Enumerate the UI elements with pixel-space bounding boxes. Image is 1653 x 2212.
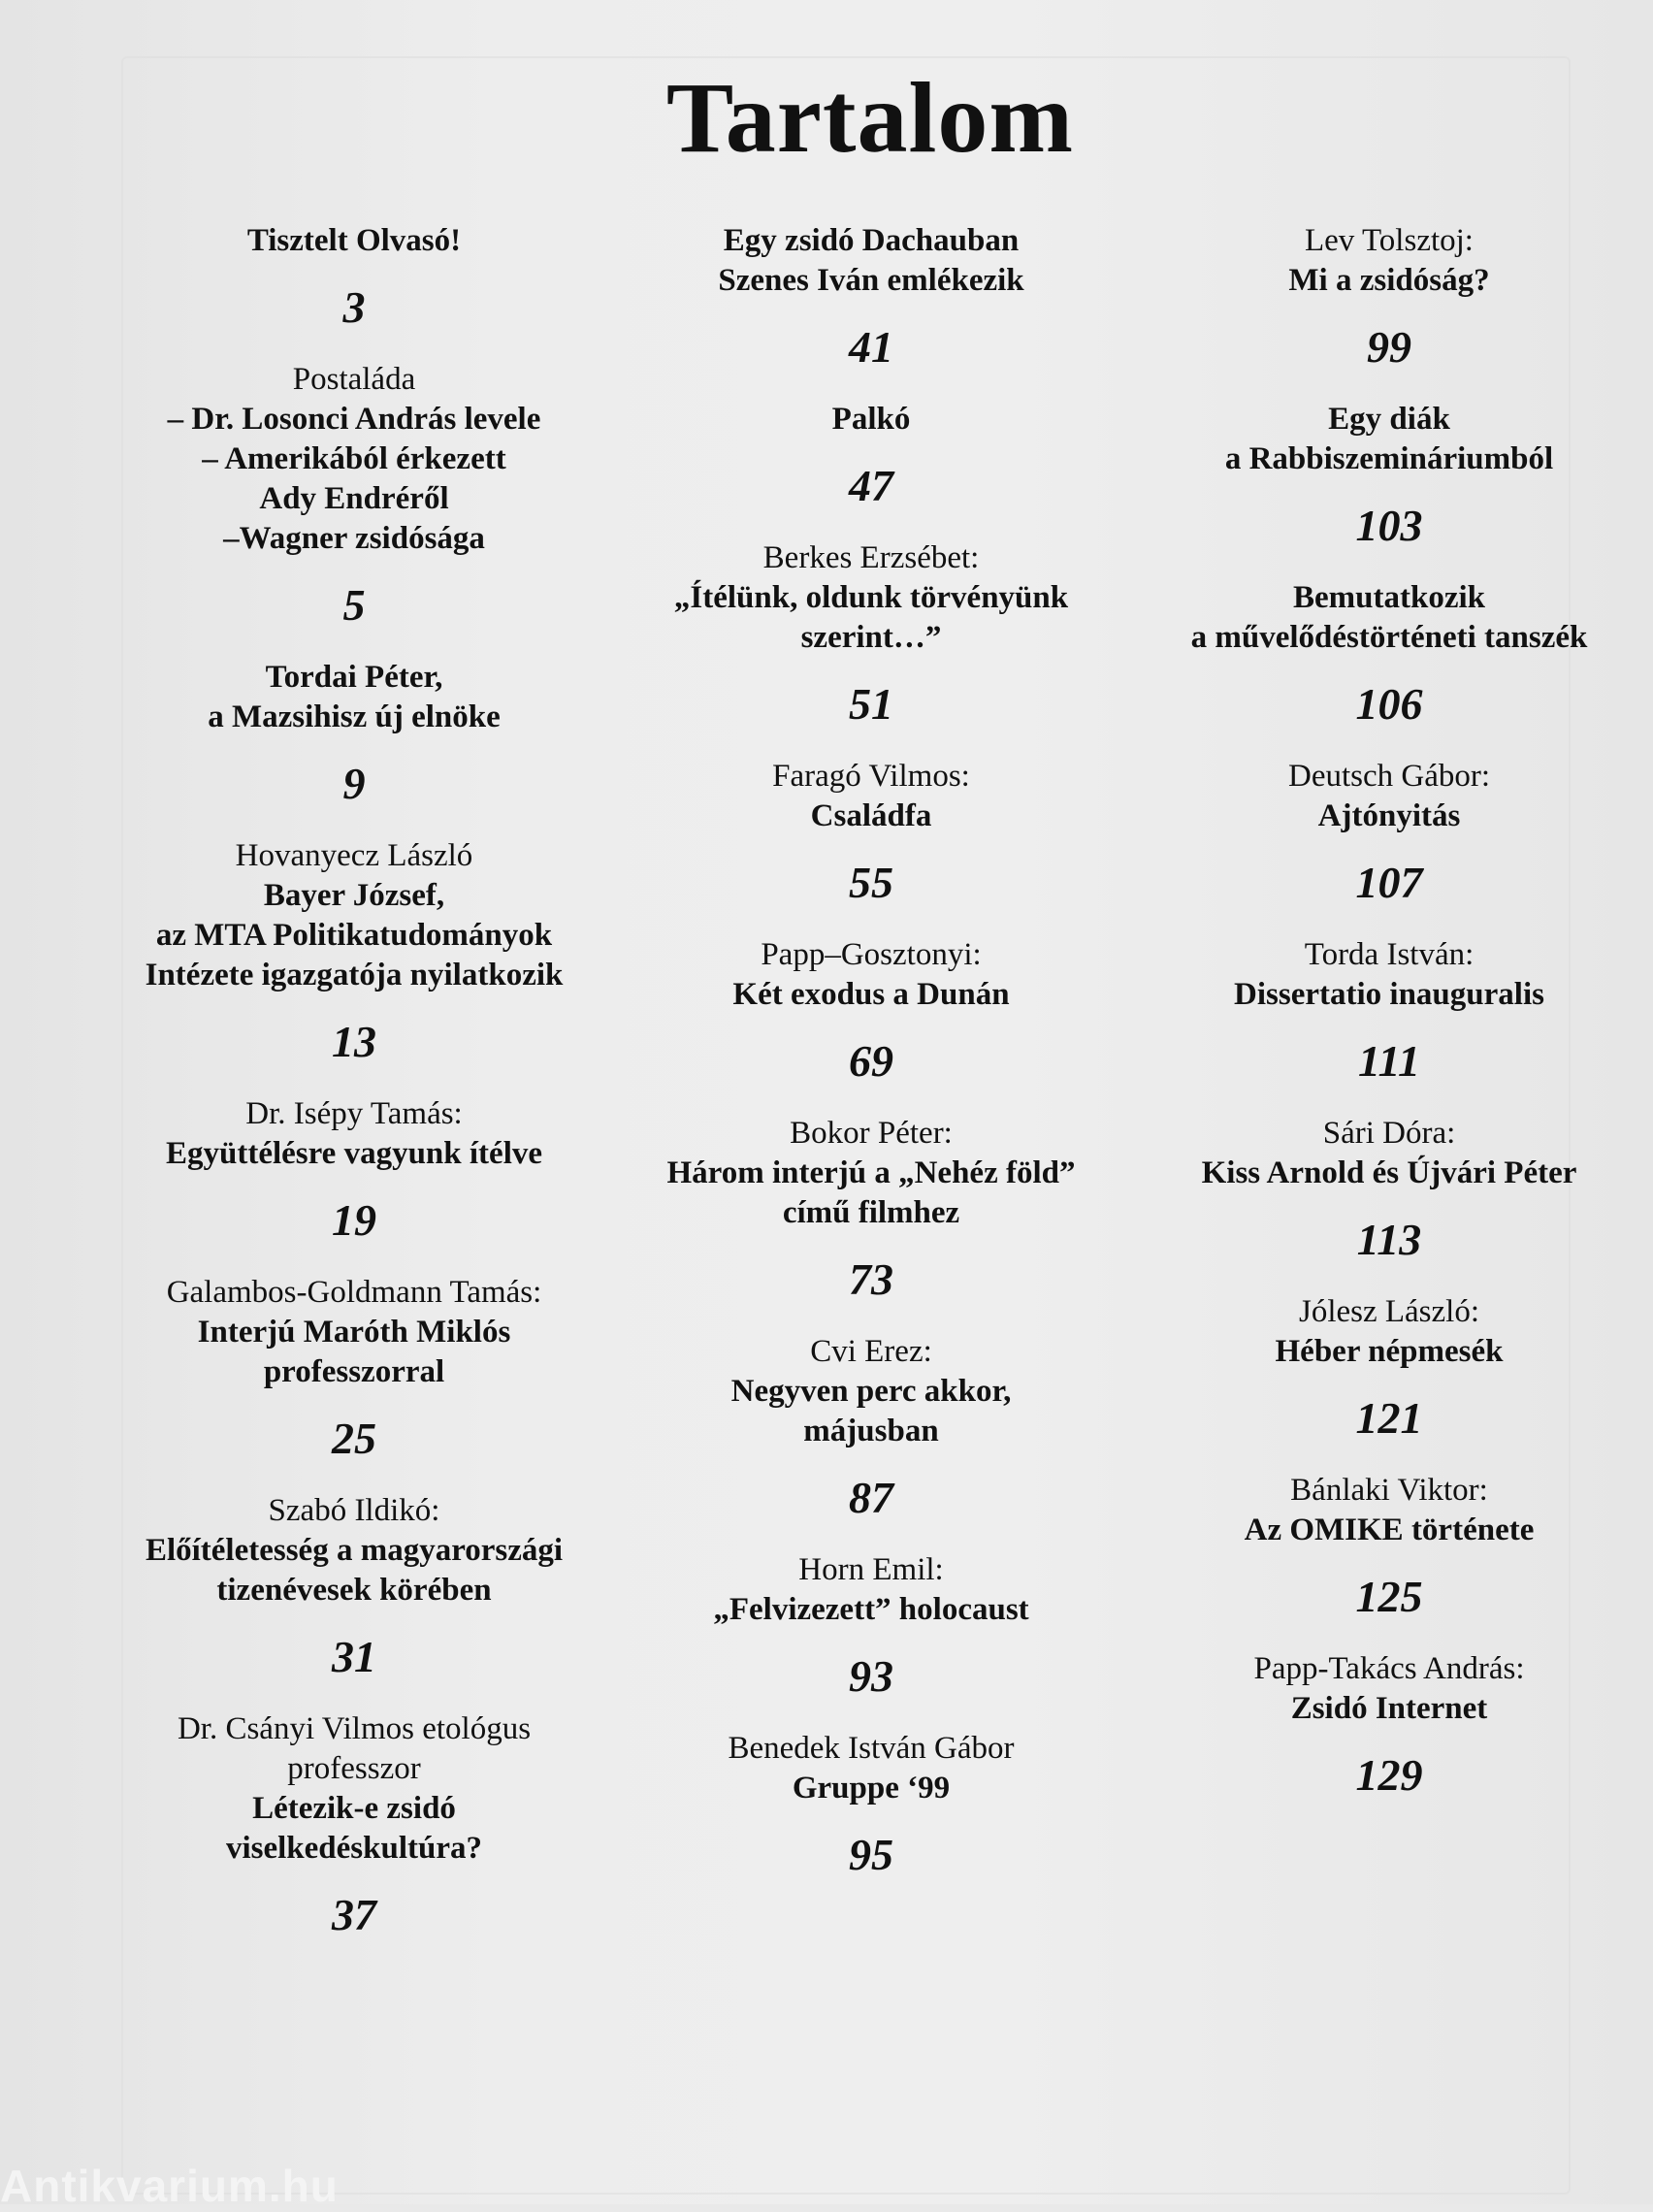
page-number: 47 — [849, 461, 893, 510]
entry-title-line: –Wagner zsidósága — [223, 521, 485, 556]
entry-author-line: Horn Emil: — [798, 1552, 944, 1587]
toc-entry — [619, 221, 1123, 374]
page-number: 93 — [849, 1651, 893, 1701]
page-title: Tartalom — [665, 62, 1075, 174]
page-number: 99 — [1367, 322, 1411, 372]
page-number: 107 — [1355, 858, 1423, 907]
entry-title-line: a Mazsihisz új elnöke — [208, 699, 501, 734]
toc-entry — [619, 1332, 1123, 1525]
page-number: 103 — [1355, 501, 1423, 550]
entry-author-line: Dr. Isépy Tamás: — [245, 1096, 463, 1131]
entry-author-line: Papp-Takács András: — [1253, 1651, 1525, 1686]
toc-entry — [1137, 1114, 1641, 1267]
entry-title-line: – Dr. Losonci András levele — [167, 402, 541, 437]
entry-title-line: Létezik-e zsidó — [252, 1791, 456, 1826]
page-number: 129 — [1355, 1750, 1423, 1800]
entry-title-line: Ady Endréről — [259, 481, 449, 516]
page-number: 51 — [849, 679, 893, 729]
page-number: 95 — [849, 1830, 893, 1879]
entry-title-line: Szenes Iván emlékezik — [718, 263, 1024, 298]
entry-title-line: Bemutatkozik — [1293, 580, 1485, 615]
toc-entry — [619, 1729, 1123, 1882]
entry-title-line: az MTA Politikatudományok — [155, 918, 553, 953]
entry-title-line: Zsidó Internet — [1290, 1691, 1488, 1726]
toc-entry — [1137, 400, 1641, 553]
page-number: 121 — [1355, 1393, 1423, 1443]
entry-title-line: Bayer József, — [263, 878, 445, 913]
entry-author-line: Szabó Ildikó: — [268, 1493, 440, 1528]
entry-title-line: című filmhez — [782, 1195, 960, 1230]
entry-author-line: Postaláda — [292, 362, 416, 397]
entry-author-line: Benedek István Gábor — [728, 1731, 1015, 1766]
page-number: 3 — [342, 282, 366, 332]
entry-author-line: Bokor Péter: — [790, 1116, 953, 1151]
page-number: 73 — [849, 1254, 893, 1304]
toc-entry — [102, 360, 606, 633]
entry-title-line: Intézete igazgatója nyilatkozik — [145, 958, 564, 992]
toc-entry — [1137, 1292, 1641, 1446]
entry-author-line: Dr. Csányi Vilmos etológus — [177, 1711, 532, 1746]
entry-title-line: Előítéletesség a magyarországi — [145, 1533, 564, 1568]
entry-title-line: professzorral — [263, 1354, 445, 1389]
toc-entry — [102, 1709, 606, 1942]
watermark: Antikvarium.hu — [0, 2161, 339, 2211]
toc-entry — [102, 221, 606, 335]
toc-entry — [619, 1550, 1123, 1704]
page-number: 125 — [1355, 1572, 1423, 1621]
page-number: 25 — [332, 1414, 376, 1463]
entry-author-line: Sári Dóra: — [1322, 1116, 1456, 1151]
toc-column-2 — [619, 221, 1123, 1907]
entry-author-line: Hovanyecz László — [235, 838, 473, 873]
entry-title-line: Interjú Maróth Miklós — [197, 1315, 511, 1350]
entry-title-line: tizenévesek körében — [216, 1573, 492, 1608]
toc-entry — [102, 1491, 606, 1684]
entry-title-line: Palkó — [831, 402, 911, 437]
entry-title-line: májusban — [803, 1414, 939, 1448]
entry-title-line: Ajtónyitás — [1317, 798, 1461, 833]
entry-title-line: Dissertatio inauguralis — [1234, 977, 1544, 1012]
entry-title-line: Mi a zsidóság? — [1288, 263, 1490, 298]
entry-title-line: a Rabbiszemináriumból — [1224, 441, 1554, 476]
page-number: 5 — [342, 580, 366, 630]
toc-entry — [619, 757, 1123, 910]
entry-title-line: Együttélésre vagyunk ítélve — [165, 1136, 543, 1171]
toc-entry — [102, 1094, 606, 1248]
page-number: 55 — [849, 858, 893, 907]
entry-author-line: Torda István: — [1304, 937, 1475, 972]
toc-entry — [619, 935, 1123, 1089]
toc-entry — [1137, 935, 1641, 1089]
page-number: 13 — [332, 1017, 376, 1066]
toc-column-1 — [102, 221, 606, 1968]
entry-title-line: – Amerikából érkezett — [202, 441, 506, 476]
entry-author-line: Faragó Vilmos: — [772, 759, 970, 794]
entry-title-line: a művelődéstörténeti tanszék — [1190, 620, 1588, 655]
entry-title-line: Családfa — [810, 798, 932, 833]
entry-author-line: Bánlaki Viktor: — [1290, 1473, 1488, 1508]
toc-column-3 — [1137, 221, 1641, 1828]
entry-title-line: Három interjú a „Nehéz föld” — [666, 1155, 1076, 1190]
entry-title-line: „Ítélünk, oldunk törvényünk — [673, 580, 1069, 615]
entry-title-line: Negyven perc akkor, — [730, 1374, 1012, 1409]
entry-author-line: Jólesz László: — [1298, 1294, 1480, 1329]
entry-title-line: „Felvizezett” holocaust — [713, 1592, 1029, 1627]
entry-author-line: Galambos-Goldmann Tamás: — [166, 1275, 542, 1310]
entry-title-line: viselkedéskultúra? — [225, 1831, 483, 1866]
toc-entry — [619, 538, 1123, 732]
entry-title-line: Egy diák — [1328, 402, 1450, 437]
toc-entry — [619, 1114, 1123, 1307]
page-number: 106 — [1355, 679, 1423, 729]
toc-entry — [619, 400, 1123, 513]
page-number: 69 — [849, 1036, 893, 1086]
entry-title-line: Kiss Arnold és Újvári Péter — [1201, 1155, 1577, 1190]
toc-entry — [102, 658, 606, 811]
entry-author-line: professzor — [287, 1751, 421, 1786]
entry-title-line: Az OMIKE története — [1244, 1513, 1535, 1547]
page-number: 87 — [849, 1473, 893, 1522]
entry-author-line: Cvi Erez: — [810, 1334, 932, 1369]
page-number: 9 — [342, 759, 366, 808]
entry-title-line: Héber népmesék — [1275, 1334, 1504, 1369]
entry-title-line: szerint…” — [800, 620, 942, 655]
entry-title-line: Két exodus a Dunán — [732, 977, 1010, 1012]
entry-author-line: Papp–Gosztonyi: — [761, 937, 982, 972]
entry-author-line: Berkes Erzsébet: — [762, 540, 980, 575]
page-number: 41 — [849, 322, 893, 372]
page-number: 31 — [332, 1632, 376, 1681]
entry-author-line: Deutsch Gábor: — [1287, 759, 1491, 794]
entry-title-line: Egy zsidó Dachauban — [723, 223, 1020, 258]
page-number: 37 — [332, 1890, 376, 1939]
toc-entry — [1137, 1471, 1641, 1624]
entry-title-line: Gruppe ‘99 — [792, 1771, 951, 1805]
toc-entry — [1137, 1649, 1641, 1803]
toc-entry — [102, 836, 606, 1069]
page-number: 111 — [1358, 1036, 1420, 1086]
toc-entry — [1137, 757, 1641, 910]
toc-entry — [1137, 221, 1641, 374]
toc-entry — [102, 1273, 606, 1466]
entry-title-line: Tisztelt Olvasó! — [246, 223, 462, 258]
entry-author-line: Lev Tolsztoj: — [1305, 223, 1474, 258]
page-number: 113 — [1356, 1215, 1422, 1264]
entry-title-line: Tordai Péter, — [265, 660, 443, 695]
page-number: 19 — [332, 1195, 376, 1245]
toc-entry — [1137, 578, 1641, 732]
